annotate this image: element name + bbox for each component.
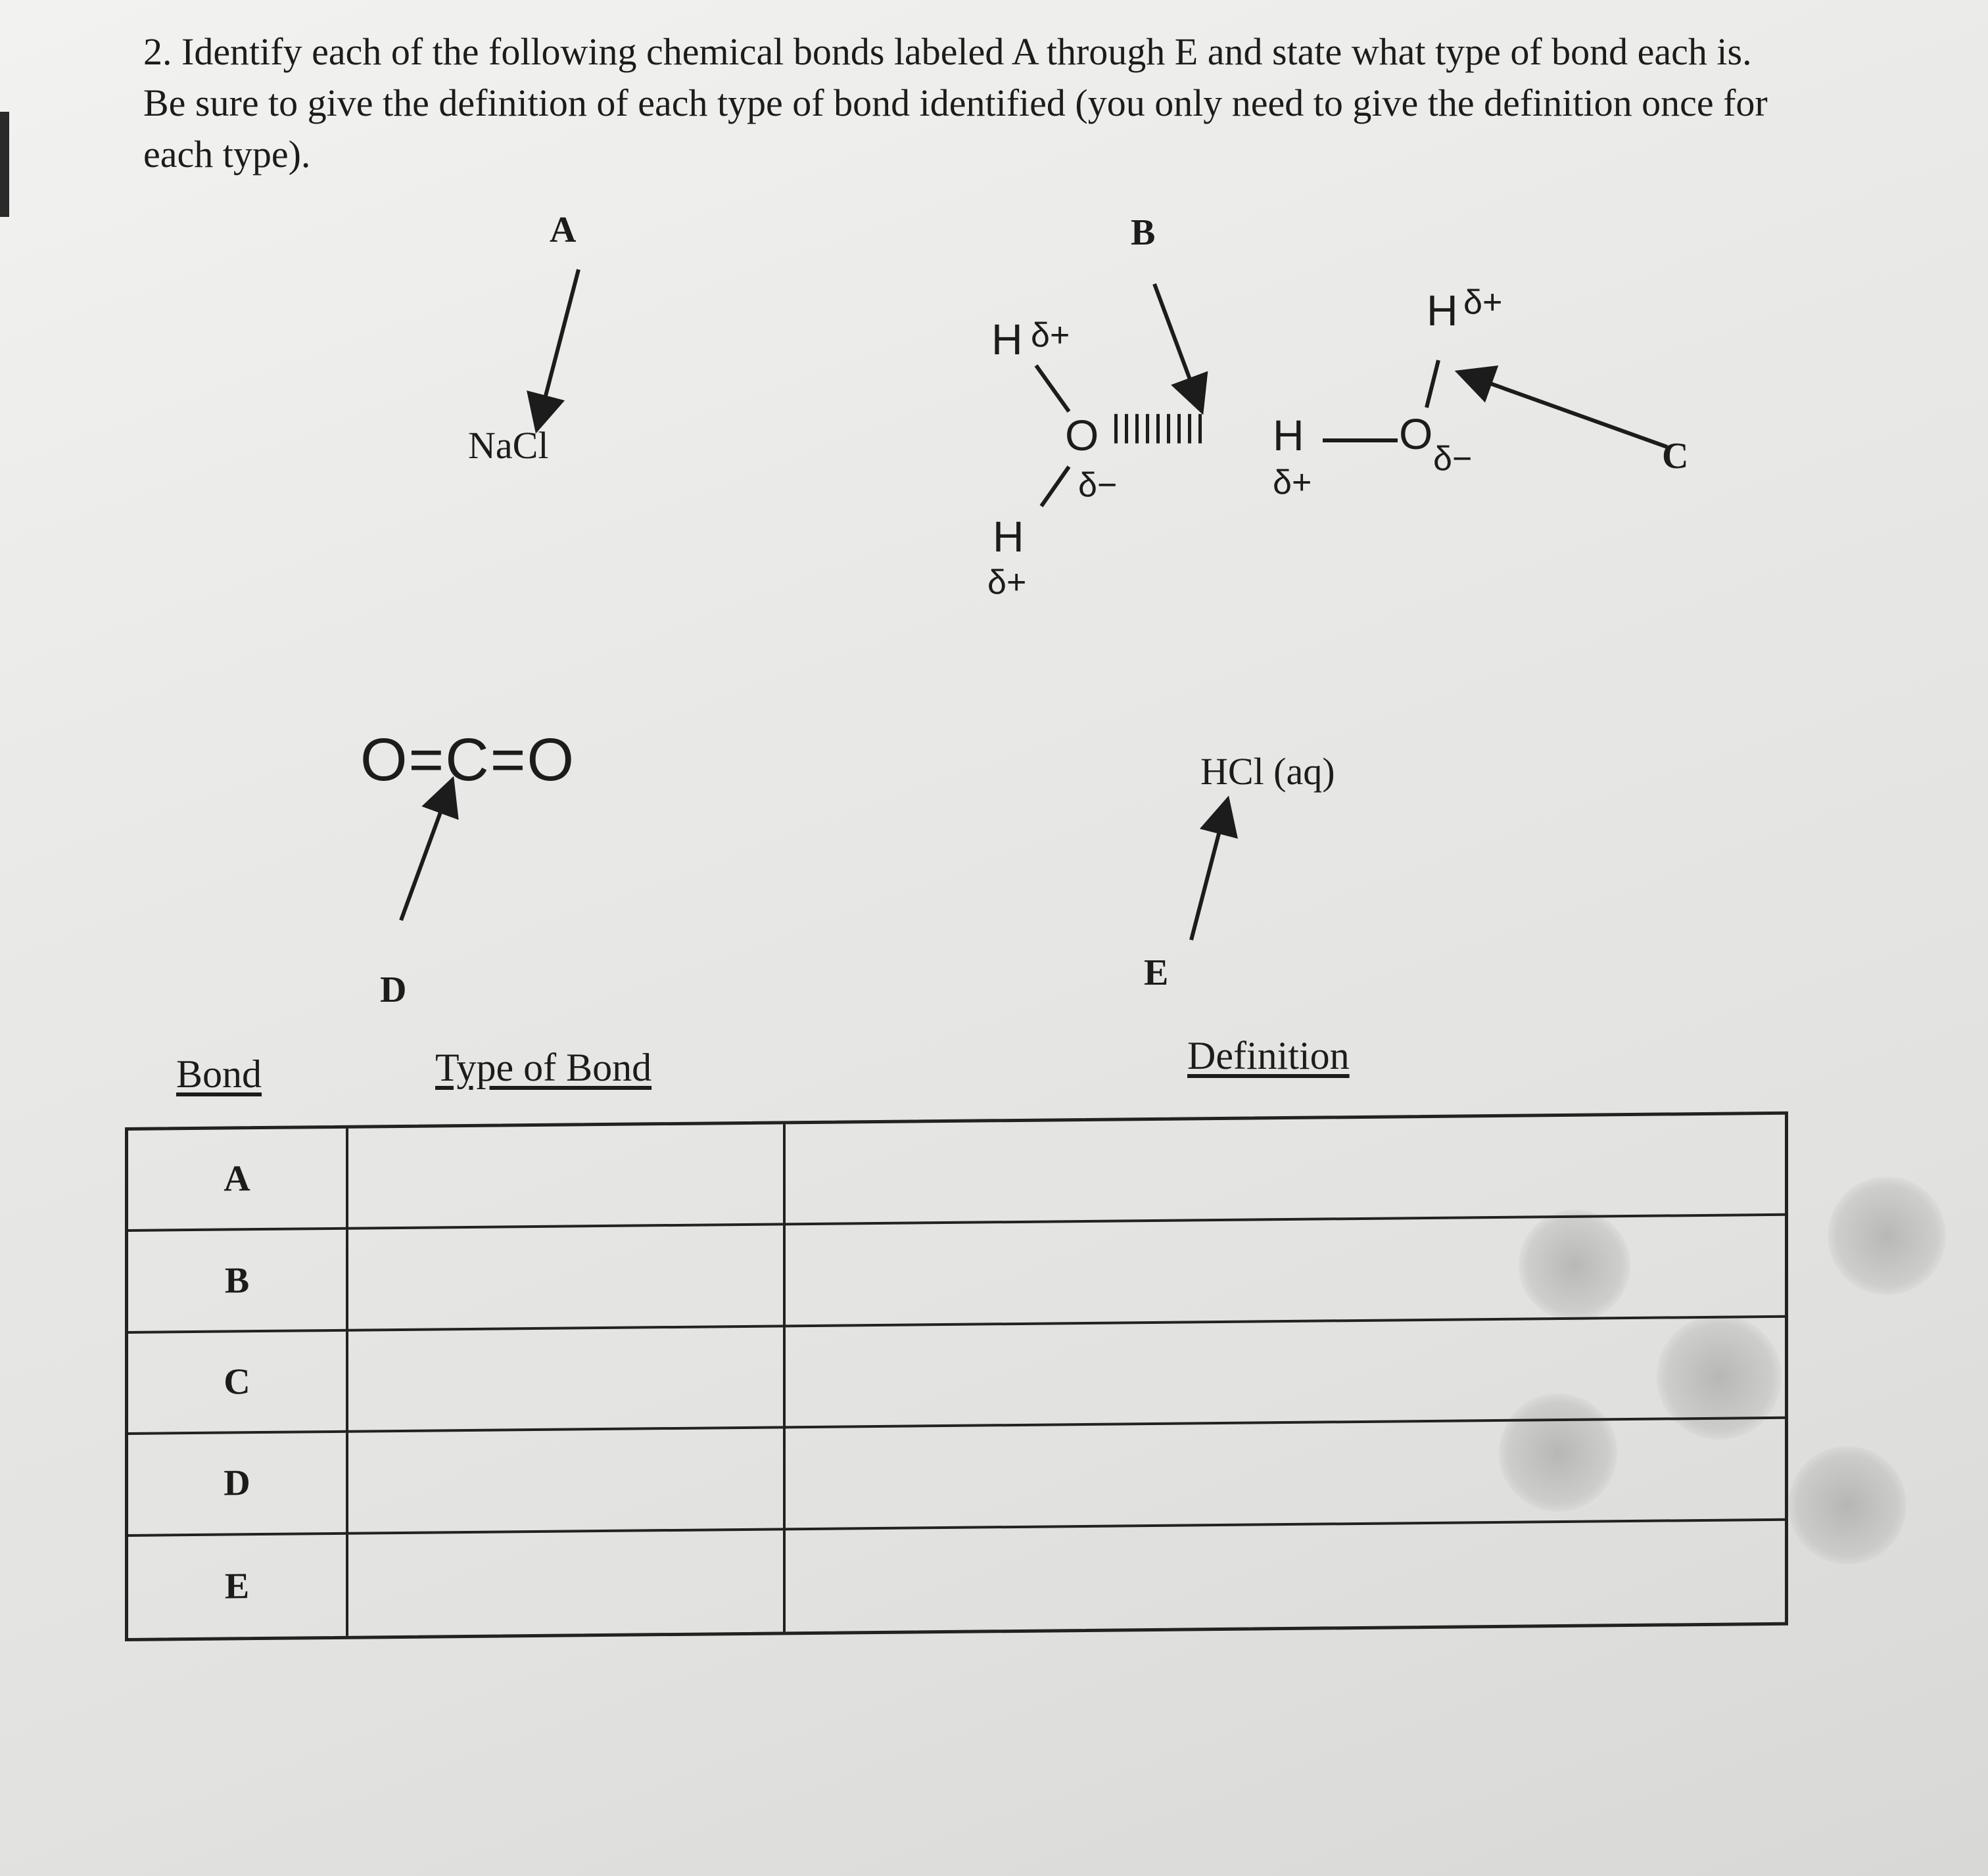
label-a: A [550, 210, 577, 250]
question-line-3: each type). [143, 133, 311, 176]
header-bond: Bond [176, 1052, 262, 1096]
bond-table [125, 1112, 1788, 1641]
table-cell-type[interactable] [348, 1530, 786, 1636]
label-b: B [1131, 212, 1156, 253]
table-cell-bond: B [128, 1230, 348, 1334]
table-cell-definition[interactable] [786, 1216, 1785, 1327]
table-cell-bond: D [128, 1433, 348, 1537]
arrow-e [1191, 803, 1227, 940]
table-cell-bond: A [128, 1129, 348, 1232]
header-type-of-bond: Type of Bond [435, 1046, 652, 1089]
arrow-c [1462, 373, 1667, 447]
table-cell-type[interactable] [348, 1124, 786, 1230]
label-e: E [1144, 952, 1169, 993]
water1-o-charge: δ− [1078, 466, 1118, 504]
label-c: C [1662, 436, 1689, 477]
question-line-2: Be sure to give the definition of each type of bond identified (you only need to give the definition once for [143, 82, 1768, 124]
table-cell-type[interactable] [348, 1327, 786, 1433]
bond-o-to-h-top [1427, 360, 1438, 408]
nacl-formula: NaCl [468, 424, 549, 467]
header-definition: Definition [1187, 1034, 1350, 1077]
arrow-b [1154, 284, 1200, 408]
question-line-1: 2. Identify each of the following chemical bonds labeled A through E and state what type of bond each is. [143, 30, 1752, 73]
table-cell-type[interactable] [348, 1226, 786, 1332]
table-cell-bond: C [128, 1332, 348, 1436]
water1-h-top: H [991, 315, 1023, 363]
water1-h-bottom: H [993, 512, 1024, 561]
water2-o-charge: δ− [1433, 440, 1473, 478]
water2-h-top-charge: δ+ [1463, 283, 1503, 321]
water2-o: O [1399, 410, 1433, 458]
bond-h-top-to-o [1036, 365, 1069, 411]
table-cell-type[interactable] [348, 1429, 786, 1535]
table-cell-bond: E [128, 1534, 348, 1638]
water2-h-top: H [1427, 286, 1458, 335]
table-cell-definition[interactable] [786, 1419, 1785, 1530]
water2-h-left: H [1273, 411, 1304, 459]
arrow-d [401, 784, 451, 920]
hydrogen-bond-dashes: IIIIIIIII [1111, 406, 1206, 453]
water1-o: O [1065, 411, 1099, 459]
table-cell-definition[interactable] [786, 1318, 1785, 1429]
water1-h-bottom-charge: δ+ [987, 563, 1027, 601]
table-cell-definition[interactable] [786, 1520, 1785, 1631]
bond-o-to-h-bottom [1041, 467, 1069, 506]
hcl-formula: HCl (aq) [1200, 750, 1335, 793]
table-cell-definition[interactable] [786, 1115, 1785, 1226]
water2-h-left-charge: δ+ [1273, 463, 1312, 502]
co2-formula: O=C=O [360, 726, 576, 793]
label-d: D [380, 970, 407, 1010]
water1-h-top-charge: δ+ [1031, 316, 1070, 354]
arrow-a [538, 270, 579, 426]
